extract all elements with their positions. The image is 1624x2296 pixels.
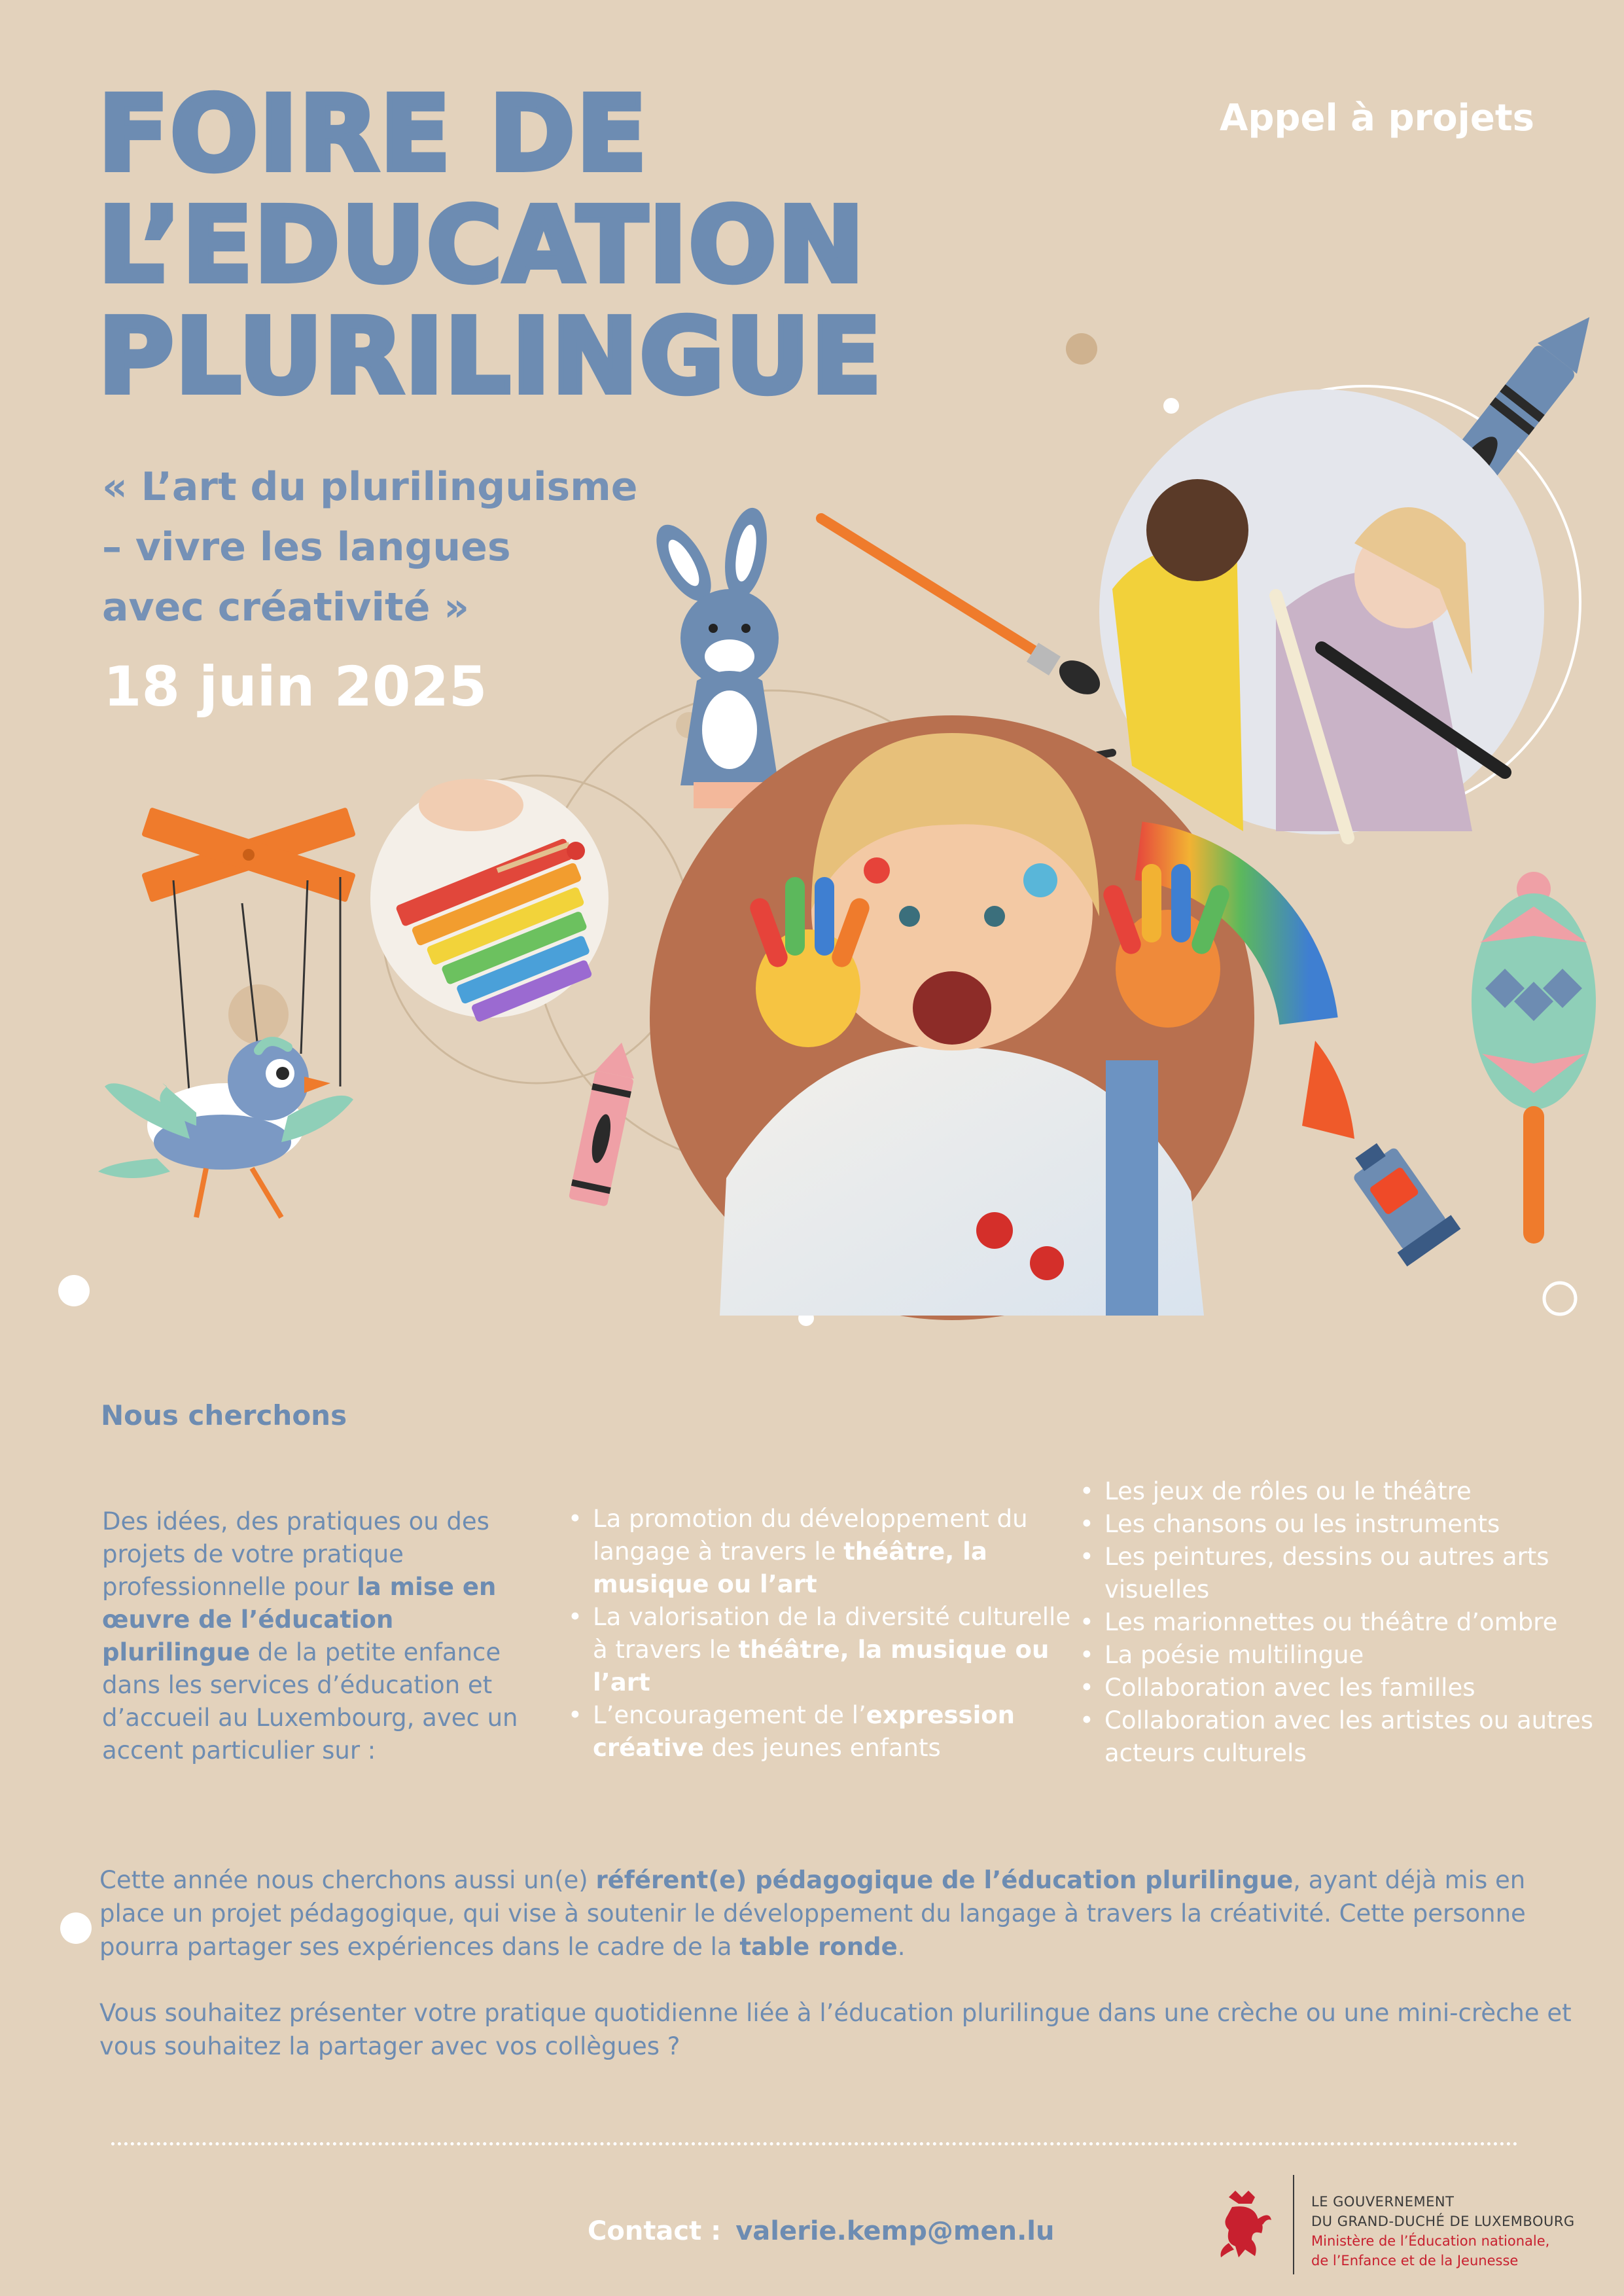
paintbrush-icon: [821, 518, 1106, 702]
list-item: [565, 1601, 1076, 1699]
text-bold: expression créative: [593, 1701, 1015, 1762]
list-item: • Les chansons ou les instruments: [1077, 1508, 1614, 1541]
search-intro: [102, 1505, 534, 1767]
list-item: • Les peintures, dessins ou autres arts visuelles: [1077, 1541, 1614, 1606]
list-item: [565, 1699, 1076, 1765]
text-bold: théâtre, la musique ou l’art: [593, 1537, 987, 1598]
subtitle-line: avec créativité »: [102, 584, 470, 630]
contact-label: Contact :: [588, 2216, 722, 2246]
list-item: • Collaboration avec les familles: [1077, 1672, 1614, 1704]
decor-shape: [1302, 1041, 1354, 1139]
topics-list: [1077, 1475, 1614, 1770]
marionette-bird-icon: [98, 807, 356, 1217]
text: , ayant déjà mis en place un projet pédagogique, qui vise à soutenir le développement du langage à travers la créativité. Cette personne pourra partager ses expériences dans le cadre de la: [99, 1866, 1526, 1961]
text-bold: théâtre, la musique ou l’art: [593, 1636, 1050, 1696]
list-item: • Collaboration avec les artistes ou autres acteurs culturels: [1077, 1704, 1614, 1770]
paint-tube-icon: [1339, 1132, 1461, 1266]
text: Cette année nous cherchons aussi un(e): [99, 1866, 596, 1894]
title-line: L’EDUCATION: [98, 185, 866, 306]
logo-separator: [1293, 2175, 1294, 2274]
crayon-icon: [569, 1039, 641, 1207]
focus-list: [565, 1503, 1076, 1765]
rabbit-puppet-icon: [646, 505, 779, 808]
text-bold: table ronde: [739, 1933, 898, 1961]
contact-line: [588, 2216, 1055, 2246]
text-bold: référent(e) pédagogique de l’éducation plurilingue: [595, 1866, 1294, 1894]
gov-line: DU GRAND-DUCHÉ DE LUXEMBOURG: [1311, 2214, 1575, 2229]
decor-ring: [1544, 1283, 1576, 1314]
list-item: • Les jeux de rôles ou le théâtre: [1077, 1475, 1614, 1508]
event-date: 18 juin 2025: [103, 655, 487, 719]
decor-dot: [58, 1275, 90, 1306]
question-paragraph: Vous souhaitez présenter votre pratique quotidienne liée à l’éducation plurilingue dans une crèche ou une mini-crèche et vous souhaitez la partager avec vos collègues ?: [99, 1999, 1572, 2060]
text-bold: la mise en œuvre de l’éducation plurilingue: [102, 1573, 497, 1666]
text: des jeunes enfants: [703, 1734, 941, 1762]
text: .: [897, 1933, 906, 1961]
section-heading: Nous cherchons: [101, 1399, 347, 1431]
photo-xylophone: [370, 779, 609, 1023]
lion-crest-icon: [1216, 2184, 1275, 2263]
dotted-divider: [111, 2142, 1518, 2145]
list-item: [565, 1503, 1076, 1601]
title-line: FOIRE DE: [98, 74, 648, 194]
referent-paragraph: [99, 1863, 1572, 1964]
government-text: [1311, 2192, 1575, 2270]
ministry-line: Ministère de l’Éducation nationale,: [1311, 2233, 1550, 2249]
decor-dot: [1066, 333, 1097, 365]
text: La valorisation de la diversité culturelle à travers le: [593, 1603, 1071, 1664]
call-for-projects-tag: Appel à projets: [1220, 97, 1534, 139]
maraca-icon: [1472, 872, 1596, 1244]
ministry-line: de l’Enfance et de la Jeunesse: [1311, 2253, 1519, 2269]
list-item: • Les marionnettes ou théâtre d’ombre: [1077, 1606, 1614, 1639]
subtitle-line: « L’art du plurilinguisme: [102, 464, 638, 510]
text: La promotion du développement du langage à travers le: [593, 1505, 1028, 1566]
subtitle-line: – vivre les langues: [102, 524, 511, 570]
government-logo: [1216, 2175, 1615, 2280]
photo-children-recorders: [1099, 389, 1544, 838]
gov-line: LE GOUVERNEMENT: [1311, 2194, 1455, 2210]
text: L’encouragement de l’: [593, 1701, 866, 1729]
contact-email-link[interactable]: valerie.kemp@men.lu: [735, 2216, 1055, 2246]
list-item: • La poésie multilingue: [1077, 1639, 1614, 1672]
text: de la petite enfance dans les services d’éducation et d’accueil au Luxembourg, avec un accent particulier sur :: [102, 1638, 518, 1765]
decor-dot: [1163, 398, 1179, 414]
decor-dot: [60, 1912, 92, 1944]
title-line: PLURILINGUE: [98, 296, 883, 417]
decor-dot: [228, 984, 289, 1045]
text: Des idées, des pratiques ou des projets de votre pratique professionnelle pour: [102, 1507, 489, 1601]
